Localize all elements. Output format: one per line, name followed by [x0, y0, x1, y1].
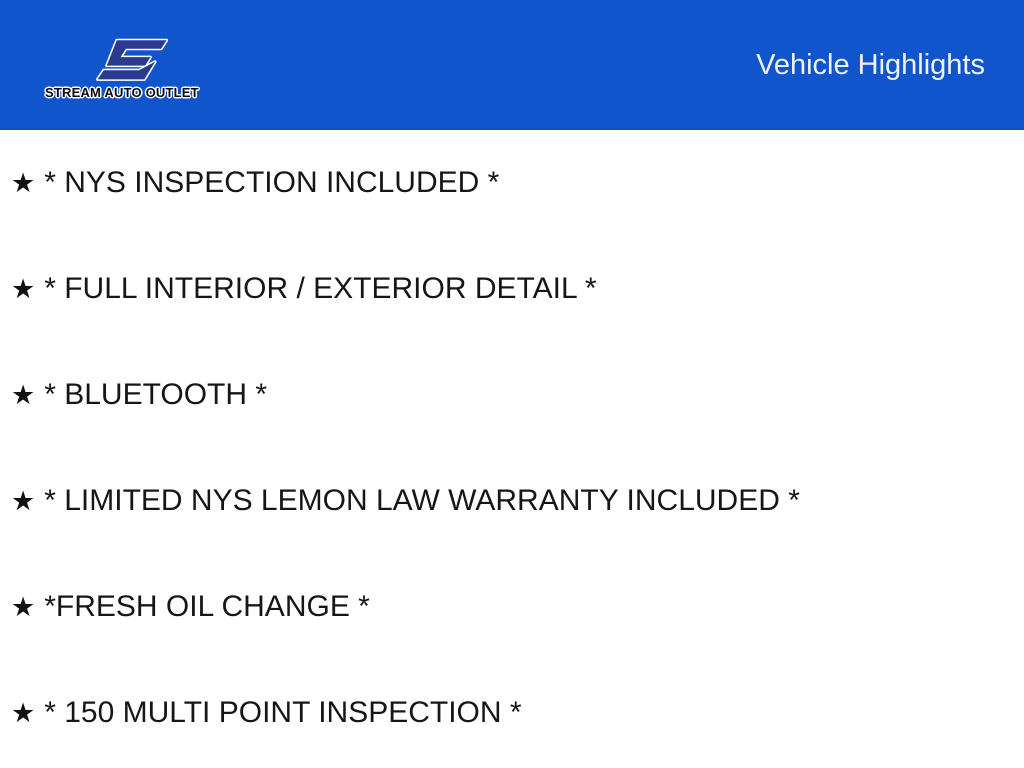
highlight-text: * 150 MULTI POINT INSPECTION * [44, 696, 522, 729]
highlight-text: * NYS INSPECTION INCLUDED * [44, 166, 500, 199]
highlight-item [11, 342, 1024, 448]
highlight-item [11, 554, 1024, 660]
star-bullet-icon: ★ [11, 485, 36, 517]
star-bullet-icon: ★ [11, 591, 36, 623]
star-bullet-icon: ★ [11, 697, 36, 729]
highlight-text: * BLUETOOTH * [44, 378, 268, 411]
page-title: Vehicle Highlights [756, 49, 985, 81]
header [0, 0, 1024, 130]
star-bullet-icon: ★ [11, 167, 36, 199]
highlight-text: *FRESH OIL CHANGE * [44, 590, 370, 623]
highlight-item [11, 236, 1024, 342]
highlight-item [11, 448, 1024, 554]
highlights-list [0, 130, 1024, 766]
star-bullet-icon: ★ [11, 273, 36, 305]
star-bullet-icon: ★ [11, 379, 36, 411]
highlight-item [11, 660, 1024, 766]
highlight-text: * FULL INTERIOR / EXTERIOR DETAIL * [44, 272, 597, 305]
dealer-logo-text: STREAM AUTO OUTLET [45, 85, 199, 100]
stream-s-logo-icon [89, 38, 169, 84]
highlight-item [11, 130, 1024, 236]
highlight-text: * LIMITED NYS LEMON LAW WARRANTY INCLUDED * [44, 484, 800, 517]
dealer-logo [45, 38, 199, 100]
